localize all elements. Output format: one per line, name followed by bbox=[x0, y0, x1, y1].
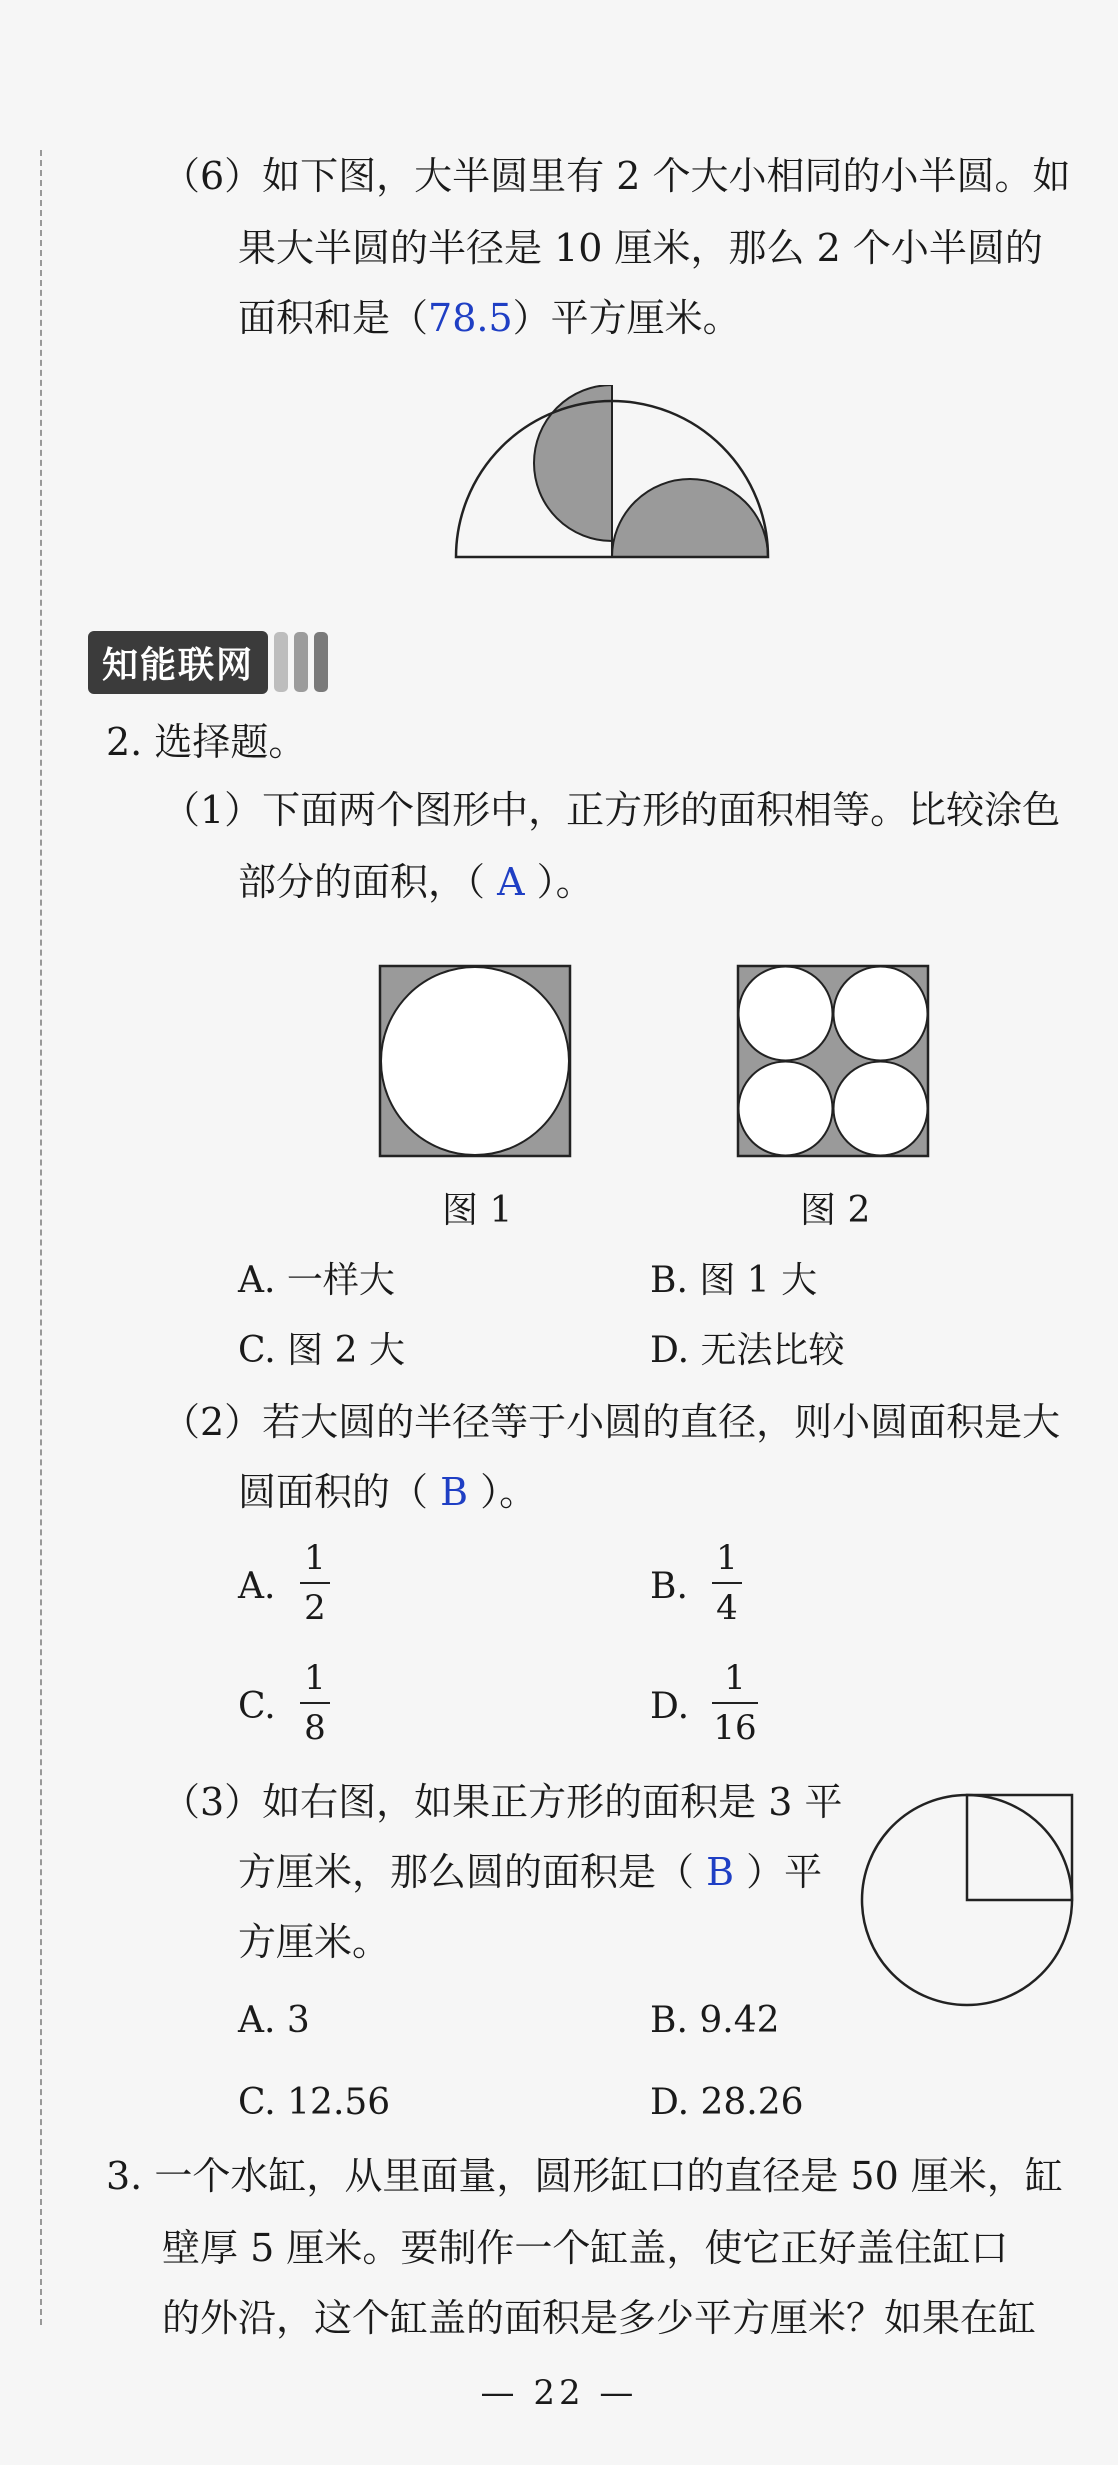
q2-p2-option-d-label: D. bbox=[650, 1686, 690, 1727]
page-number: — 22 — bbox=[480, 2373, 638, 2413]
q2-p2-line2-pre: 圆面积的（ bbox=[238, 1470, 429, 1514]
q2-p3-option-d: D. 28.26 bbox=[650, 2082, 804, 2123]
figure-2-caption: 图 2 bbox=[800, 1190, 871, 1231]
q2-p1-line2-post: ）。 bbox=[536, 860, 594, 904]
q2-p3-answer: B bbox=[706, 1850, 735, 1894]
q2-p2-option-b-label: B. bbox=[650, 1566, 688, 1607]
q2-p3-option-c: C. 12.56 bbox=[238, 2082, 391, 2123]
q2-p3-line2-post: ）平 bbox=[746, 1850, 823, 1894]
q6-semicircle-figure bbox=[450, 385, 790, 565]
q2-p3-option-b: B. 9.42 bbox=[650, 2000, 780, 2041]
fraction-bar bbox=[300, 1702, 330, 1704]
q6-line1: （6）如下图，大半圆里有 2 个大小相同的小半圆。如 bbox=[162, 154, 1071, 198]
q2-p2-option-d-fraction bbox=[712, 1656, 758, 1750]
q2-p3-line2-pre: 方厘米，那么圆的面积是（ bbox=[238, 1850, 695, 1894]
q6-line2: 果大半圆的半径是 10 厘米，那么 2 个小半圆的 bbox=[238, 226, 1043, 270]
q2-p1-line1: （1）下面两个图形中，正方形的面积相等。比较涂色 bbox=[162, 788, 1061, 832]
section-label: 知能联网 bbox=[88, 631, 268, 694]
q3-line1: 3. 一个水缸，从里面量，圆形缸口的直径是 50 厘米，缸 bbox=[106, 2154, 1063, 2198]
q2-p1-answer: A bbox=[497, 860, 525, 904]
q2-p2-option-b-fraction bbox=[712, 1536, 742, 1630]
fraction-numerator: 1 bbox=[716, 1538, 738, 1578]
section-tab-3 bbox=[314, 632, 328, 692]
q2-p2-option-a-label: A. bbox=[238, 1566, 276, 1607]
figure-2 bbox=[736, 964, 930, 1158]
q2-p2-answer: B bbox=[440, 1470, 469, 1514]
q2-p3-line2 bbox=[238, 1846, 822, 1898]
q2-title: 2. 选择题。 bbox=[106, 720, 307, 764]
q6-line3 bbox=[238, 292, 741, 344]
fraction-denominator: 2 bbox=[304, 1588, 326, 1628]
fraction-numerator: 1 bbox=[304, 1538, 326, 1578]
q2-p1-option-d: D. 无法比较 bbox=[650, 1330, 845, 1371]
section-tab-2 bbox=[294, 632, 308, 692]
q2-p2-line2 bbox=[238, 1466, 537, 1518]
q6-line3-pre: 面积和是（ bbox=[238, 296, 429, 340]
q2-p2-option-c-label: C. bbox=[238, 1686, 276, 1727]
figure-1 bbox=[378, 964, 572, 1158]
margin-dashed-line bbox=[40, 150, 42, 2325]
q2-p1-option-a: A. 一样大 bbox=[238, 1260, 395, 1301]
fraction-denominator: 16 bbox=[713, 1708, 757, 1748]
fraction-bar bbox=[712, 1582, 742, 1584]
fraction-numerator: 1 bbox=[724, 1658, 746, 1698]
q2-p2-line1: （2）若大圆的半径等于小圆的直径，则小圆面积是大 bbox=[162, 1400, 1061, 1444]
q2-p2-line2-post: ）。 bbox=[480, 1470, 538, 1514]
q6-answer: 78.5 bbox=[428, 296, 513, 340]
fraction-bar bbox=[300, 1582, 330, 1584]
q2-p1-line2-pre: 部分的面积，（ bbox=[238, 860, 486, 904]
q3-line2: 壁厚 5 厘米。要制作一个缸盖，使它正好盖住缸口 bbox=[162, 2226, 1009, 2270]
q2-p1-line2 bbox=[238, 856, 594, 908]
section-tag bbox=[88, 630, 328, 694]
fraction-numerator: 1 bbox=[304, 1658, 326, 1698]
q2-p1-option-c: C. 图 2 大 bbox=[238, 1330, 405, 1371]
q2-p2-option-a-fraction bbox=[300, 1536, 330, 1630]
fraction-bar bbox=[712, 1702, 758, 1704]
q2-p3-circle-square-figure bbox=[855, 1792, 1077, 2008]
q6-line3-post: ）平方厘米。 bbox=[512, 296, 741, 340]
q2-p3-option-a: A. 3 bbox=[238, 2000, 310, 2041]
q3-line3: 的外沿，这个缸盖的面积是多少平方厘米？如果在缸 bbox=[162, 2296, 1037, 2340]
fraction-denominator: 4 bbox=[716, 1588, 738, 1628]
fraction-denominator: 8 bbox=[304, 1708, 326, 1748]
q2-p3-line3: 方厘米。 bbox=[238, 1920, 391, 1964]
q2-p2-option-c-fraction bbox=[300, 1656, 330, 1750]
section-tab-1 bbox=[274, 632, 288, 692]
q2-p1-option-b: B. 图 1 大 bbox=[650, 1260, 818, 1301]
figure-1-caption: 图 1 bbox=[442, 1190, 513, 1231]
q2-p3-line1: （3）如右图，如果正方形的面积是 3 平 bbox=[162, 1780, 843, 1824]
